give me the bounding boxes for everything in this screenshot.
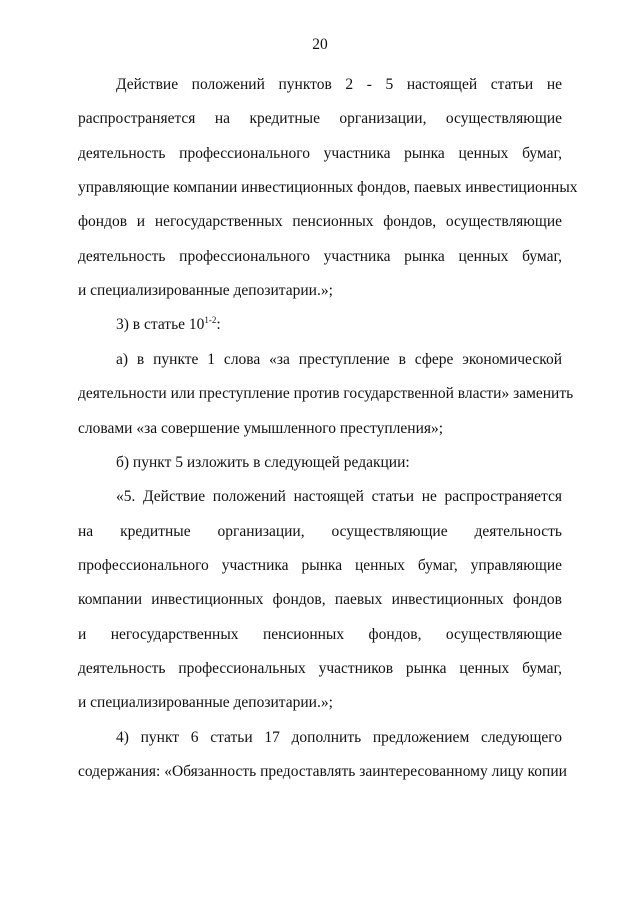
text-line: распространяется на кредитные организации, осуществляющие [78, 110, 562, 127]
text-line: «5. Действие положений настоящей статьи не распространяется [116, 488, 562, 505]
text-line: на кредитные организации, осуществляющие деятельность [78, 523, 562, 540]
text-line: деятельности или преступление против государственной власти» заменить [78, 385, 574, 402]
item-3-suffix: : [216, 316, 221, 333]
text-line: и специализированные депозитарии.»; [78, 694, 333, 711]
text-line: компании инвестиционных фондов, паевых инвестиционных фондов [78, 591, 562, 608]
text-line: деятельность профессионального участника рынка ценных бумаг, [78, 145, 562, 162]
text-line: содержания: «Обязанность предоставлять заинтересованному лицу копии [78, 763, 567, 780]
text-line: и специализированные депозитарии.»; [78, 282, 333, 299]
item-3-text: 3) в статье 10 [116, 316, 205, 333]
item-3-superscript: 1-2 [204, 315, 217, 325]
text-line: словами «за совершение умышленного преступления»; [78, 420, 444, 437]
text-line: и негосударственных пенсионных фондов, осуществляющие [78, 626, 562, 643]
item-3-heading [116, 316, 562, 334]
text-line: профессионального участника рынка ценных бумаг, управляющие [78, 557, 562, 574]
text-line: фондов и негосударственных пенсионных фондов, осуществляющие [78, 213, 562, 230]
text-line: а) в пункте 1 слова «за преступление в сфере экономической [116, 351, 562, 368]
text-line: деятельность профессиональных участников рынка ценных бумаг, [78, 660, 562, 677]
page-number: 20 [312, 36, 328, 53]
text-line: б) пункт 5 изложить в следующей редакции: [116, 454, 410, 471]
text-line: Действие положений пунктов 2 - 5 настоящей статьи не [116, 76, 562, 93]
text-line: 4) пункт 6 статьи 17 дополнить предложением следующего [116, 729, 562, 746]
text-line: деятельность профессионального участника рынка ценных бумаг, [78, 248, 562, 265]
text-line: управляющие компании инвестиционных фондов, паевых инвестиционных [78, 179, 578, 196]
